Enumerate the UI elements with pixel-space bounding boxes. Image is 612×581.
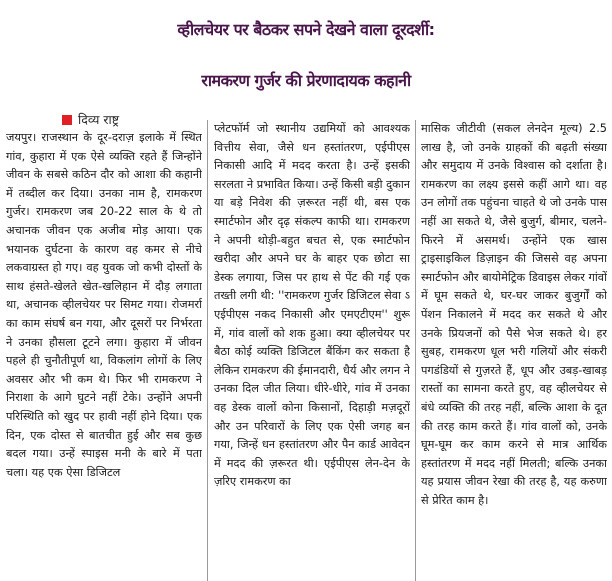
article-column-3 — [421, 120, 607, 581]
byline-marker-icon — [62, 115, 72, 125]
article-column-2 — [214, 120, 410, 581]
column-3-text: मासिक जीटीवी (सकल लेनदेन मूल्य) 2.5 लाख है, जो उनके ग्राहकों की बढ़ती संख्या और समुदाय में उनके विश्वास को दर्शाता है। रामकरण का लक्ष्य इससे कहीं आगे था। वह उन लोगों तक पहुंचना चाहते थे जो उनके पास नहीं आ सकते थे, जैसे बुजुर्ग, बीमार, चलने-फिरने में असमर्थ। उन्होंने एक खास ट्राइसाइकिल डिज़ाइन की जिससे वह अपना स्मार्टफोन और बायोमेट्रिक डिवाइस लेकर गांवों में घूम सकते थे, घर-घर जाकर बुजुर्गों को पेंशन निकालने में मदद कर सकते थे और उनके प्रियजनों को पैसे भेज सकते थे। हर सुबह, रामकरण धूल भरी गलियों और संकरी पगडंडियों से गुज़रते हैं, धूप और उबड़-खाबड़ रास्तों का सामना करते हुए, वह व्हीलचेयर से बंधे व्यक्ति की तरह नहीं, बल्कि आशा के दूत की तरह काम करते हैं। गांव वालों को, उनके घूम-घूम कर काम करने से मात्र आर्थिक हस्तांतरण में मदद नहीं मिलती; बल्कि उनका यह प्रयास जीवन रेखा की तरह है, यह करुणा से प्रेरित काम है। — [421, 122, 607, 507]
headline-line-2: रामकरण गुर्जर की प्रेरणादायक कहानी — [201, 71, 411, 90]
column-2-text: प्लेटफॉर्म जो स्थानीय उद्यमियों को आवश्यक वित्तीय सेवा, जैसे धन हस्तांतरण, एईपीएस निकासी आदि में मदद करता है। उन्हें इसकी सरलता ने प्रभावित किया। उन्हें किसी बड़ी दुकान या बड़े निवेश की ज़रूरत नहीं थी, बस एक स्मार्टफोन और दृढ़ संकल्प काफी था। रामकरण ने अपनी थोड़ी-बहुत बचत से, एक स्मार्टफोन खरीदा और अपने घर के बाहर एक छोटा सा डेस्क लगाया, जिस पर हाथ से पेंट की गई एक तख्ती लगी थी: ''रामकरण गुर्जर डिजिटल सेवा ऽ एईपीएस नकद निकासी और एमएटीएम'' शुरू में, गांव वालों को शक हुआ। क्या व्हीलचेयर पर बैठा कोई व्यक्ति डिजिटल बैंकिंग कर सकता है लेकिन रामकरण की ईमानदारी, धैर्य और लगन ने उनका दिल जीत लिया। धीरे-धीरे, गांव में उनका वह डेस्क वालों कोना किसानों, दिहाड़ी मज़दूरों और उन परिवारों के लिए एक ऐसी जगह बन गया, जिन्हें धन हस्तांतरण और पैन कार्ड आवेदन में मदद की ज़रूरत थी। एईपीएस लेन-देन के ज़रिए रामकरण का — [214, 122, 410, 489]
column-divider — [415, 120, 416, 581]
byline — [62, 113, 119, 127]
headline-line-1: व्हीलचेयर पर बैठकर सपने देखने वाला दूरदर्शी: — [177, 20, 435, 39]
column-1-text: जयपुर। राजस्थान के दूर-दराज़ इलाके में स्थित गांव, कुहारा में एक ऐसे व्यक्ति रहते हैं जिन्होंने जीवन के सबसे कठिन दौर को आशा की कहानी में तब्दील कर दिया। उनका नाम है, रामकरण गुर्जर। रामकरण जब 20-22 साल के थे तो अचानक जीवन एक अजीब मोड़ आया। एक भयानक दुर्घटना के कारण वह कमर से नीचे लकवाग्रस्त हो गए। वह युवक जो कभी दोस्तों के साथ हंसते-खेलते खेत-खलिहान में दौड़ लगाता था, अचानक व्हीलचेयर पर सिमट गया। रोजमर्रा का काम संघर्ष बन गया, और दूसरों पर निर्भरता ने उनका हौसला टूटने लगा। कुहारा में जीवन पहले ही चुनौतीपूर्ण था, विकलांग लोगों के लिए अवसर और भी कम थे। फिर भी रामकरण ने निराशा के आगे घुटने नहीं टेके। उन्होंने अपनी परिस्थिति को खुद पर हावी नहीं होने दिया। एक दिन, एक दोस्त से बातचीत हुई और सब कुछ बदल गया। उन्हें स्पाइस मनी के बारे में पता चला। यह एक ऐसा डिजिटल — [6, 131, 202, 479]
article-column-1 — [6, 129, 202, 581]
column-divider — [207, 120, 208, 581]
byline-text: दिव्य राष्ट्र — [78, 112, 120, 127]
